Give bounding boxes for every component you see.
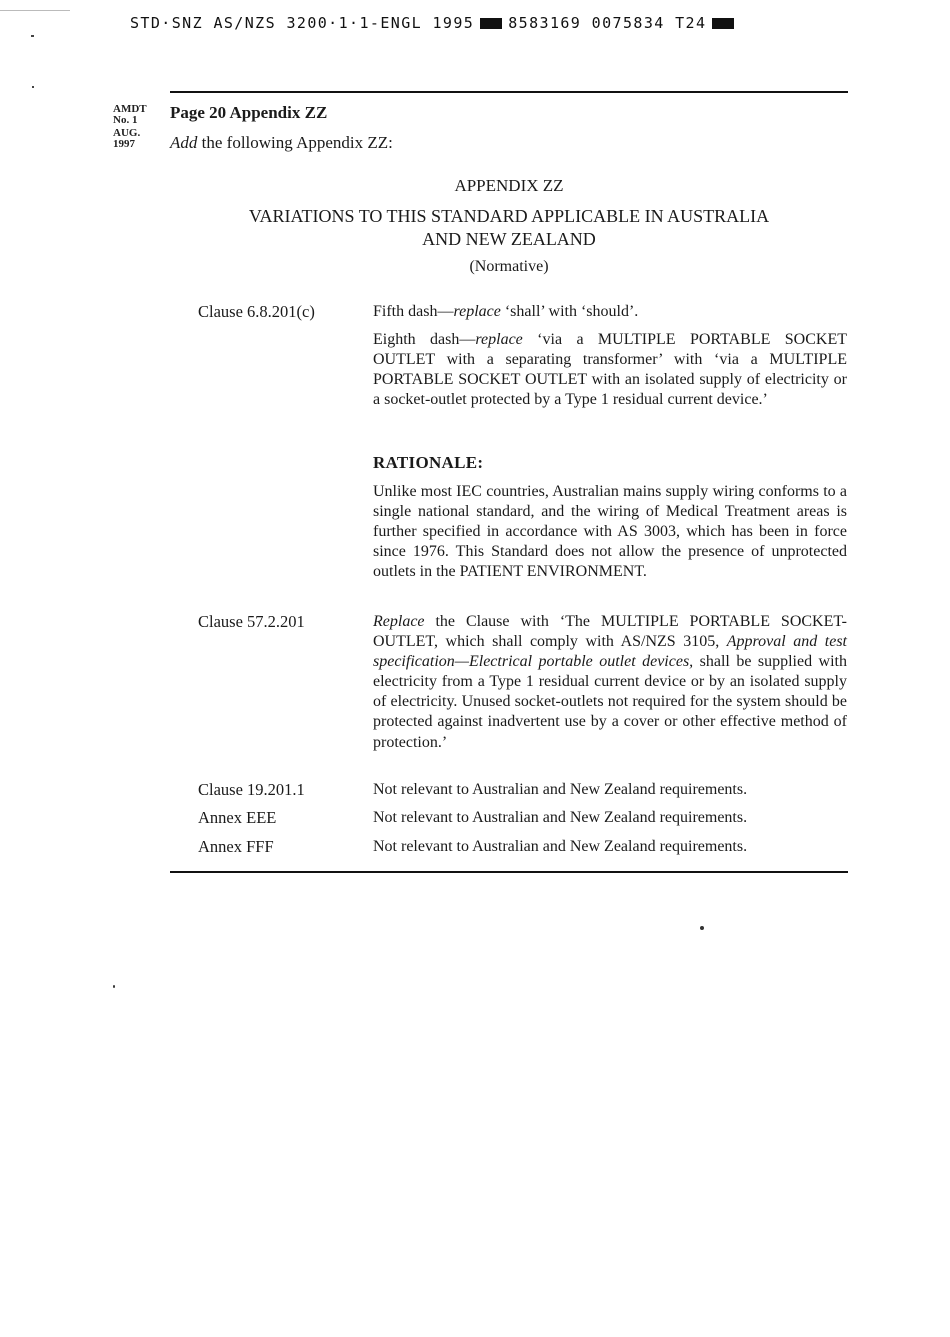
text-run: ‘shall’ with ‘should’. [500, 303, 639, 320]
scan-speck [700, 926, 704, 930]
scan-header [130, 14, 740, 32]
clause-text: Not relevant to Australian and New Zealand requirements. [373, 809, 748, 826]
page-heading: Page 20 Appendix ZZ [170, 103, 328, 122]
appendix-title: APPENDIX ZZ [454, 176, 564, 195]
amendment-note [113, 104, 147, 150]
margin-mark [0, 10, 70, 11]
text-run-italic: replace [453, 303, 501, 320]
variations-heading [170, 205, 848, 251]
text-run: ‘via a MULTIPLE PORTABLE SOCKET OUTLET with a separating transformer’ with ‘via a MULTIPLE PORTABLE SOCKET OUTLET with an isolated supply of electricity or a socket-outlet protected by a Type 1 residual current device.’ [373, 331, 847, 409]
clause-label: Clause 57.2.201 [198, 612, 305, 631]
clause-text [373, 612, 847, 753]
text-run: Fifth dash— [373, 303, 454, 320]
amendment-line: AUG. [113, 127, 141, 139]
add-instruction-italic: Add [170, 133, 198, 152]
text-run-italic: Replace [373, 613, 425, 630]
scan-header-code: STD·SNZ AS/NZS 3200·1·1-ENGL 1995 [130, 14, 475, 32]
margin-mark [32, 86, 34, 88]
clause-label: Annex EEE [198, 808, 277, 827]
add-instruction [170, 133, 393, 153]
clause-text [373, 302, 847, 322]
add-instruction-text: the following Appendix ZZ: [197, 133, 393, 152]
bottom-rule [170, 871, 848, 873]
margin-mark [31, 35, 34, 37]
scan-speck [113, 985, 115, 988]
normative-label: (Normative) [469, 258, 549, 275]
top-rule [170, 91, 848, 93]
text-run-italic: Approval and test specification—Electrical portable outlet devices, [373, 633, 848, 671]
redaction-block-icon [480, 18, 502, 29]
rationale-heading: RATIONALE: [373, 453, 484, 472]
amendment-line: 1997 [113, 138, 135, 150]
amendment-line: AMDT [113, 103, 147, 115]
scan-header-number: 8583169 0075834 T24 [508, 14, 707, 32]
rationale-text: Unlike most IEC countries, Australian mains supply wiring conforms to a single national standard, and the wiring of Medical Treatment areas is further specified in accordance with AS 3003, which has been in force since 1976. This Standard does not allow the presence of unprotected outlets in the PATIENT ENVIRONMENT. [373, 483, 847, 581]
clause-label: Clause 19.201.1 [198, 780, 305, 799]
clause-text: Not relevant to Australian and New Zealand requirements. [373, 838, 748, 855]
redaction-block-icon [712, 18, 734, 29]
variations-heading-line: AND NEW ZEALAND [422, 229, 596, 249]
text-run: the Clause with ‘The MULTIPLE PORTABLE SOCKET-OUTLET, which shall comply with AS/NZS 3105, [373, 613, 847, 651]
clause-text: Not relevant to Australian and New Zealand requirements. [373, 781, 748, 798]
clause-text [373, 330, 847, 410]
clause-label: Clause 6.8.201(c) [198, 302, 315, 321]
text-run-italic: replace [475, 331, 523, 348]
amendment-line: No. 1 [113, 114, 138, 126]
clause-label: Annex FFF [198, 837, 274, 856]
variations-heading-line: VARIATIONS TO THIS STANDARD APPLICABLE IN AUSTRALIA [248, 206, 770, 226]
text-run: shall be supplied with electricity from a Type 1 residual current device or by an isolated supply of electricity. Unused socket-outlets not required for the system should be protected against inadvertent use by a cover or other effective method of protection.’ [373, 653, 848, 751]
text-run: Eighth dash— [373, 331, 476, 348]
